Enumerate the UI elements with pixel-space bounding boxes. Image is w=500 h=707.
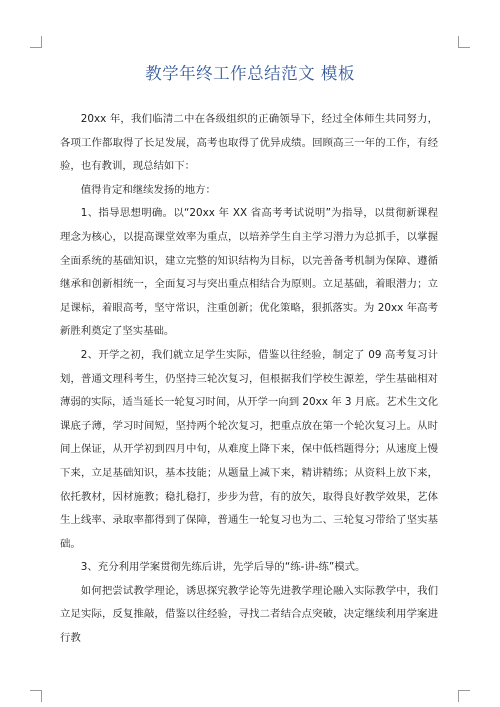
crop-mark-top-right (458, 36, 470, 48)
document-title: 教学年终工作总结范文 模板 (145, 64, 355, 83)
crop-mark-bottom-right (458, 690, 470, 702)
crop-mark-bottom-left (30, 690, 42, 702)
paragraph-point-3: 3、充分利用学案贯彻先练后讲，先学后导的“练-讲-练”模式。 (80, 561, 366, 574)
paragraph-point-2: 2、开学之初，我们就立足学生实际，借鉴以往经验，制定了 09 高考复习计划，普通文理科考生，仍坚持三轮次复习，但根据我们学校生源差，学生基础相对薄弱的实际，适当延长一轮复习时间，从开学一向到 20xx 年 3 月底。艺术生文化课底子薄，学习时间短，坚持两个轮次复习，把重点放在第一个轮次复习上。从时间上保证，从开学初到四月中旬，从难度上降下来，保中低档题得分；从速度上慢下来，立足基础知识，基本技能；从题量上减下来，精讲精练；从资料上放下来，依托教材，因材施教；稳扎稳打，步步为营，有的放矢，取得良好教学效果，艺体生上线率、录取率都得到了保障，普通生一轮复习也为二、三轮复习带给了坚实基础。 (60, 348, 438, 550)
paragraph-heading-strengths: 值得肯定和继续发扬的地方： (80, 183, 216, 196)
paragraph-point-3-detail: 如何把尝试教学理论，诱思探究教学论等先进教学理论融入实际教学中，我们立足实际，反复推敲，借鉴以往经验，寻找二者结合点突破，决定继续利用学案进行教 (60, 584, 438, 645)
paragraph-point-1: 1、指导思想明确。以“20xx 年 XX 省高考考试说明”为指导，以贯彻新课程理念为核心，以提高课堂效率为重点，以培养学生自主学习潜力为总抓手，以掌握全面系统的基础知识，建立完整的知识结构为目标，以完善备考机制为保障、遵循继承和创新相统一，全面复习与突出重点相结合为原则。立足基础，着眼潜力；立足课标，着眼高考，坚守常识，注重创新；优化策略，狠抓落实。为 20xx 年高考新胜利奠定了坚实基础。 (60, 207, 438, 338)
paragraph-intro: 20xx 年，我们临清二中在各级组织的正确领导下，经过全体师生共同努力，各项工作都取得了长足发展，高考也取得了优异成绩。回顾高三一年的工作，有经验，也有教训，现总结如下： (60, 113, 438, 173)
document-body (60, 108, 438, 651)
crop-mark-top-left (30, 36, 42, 48)
